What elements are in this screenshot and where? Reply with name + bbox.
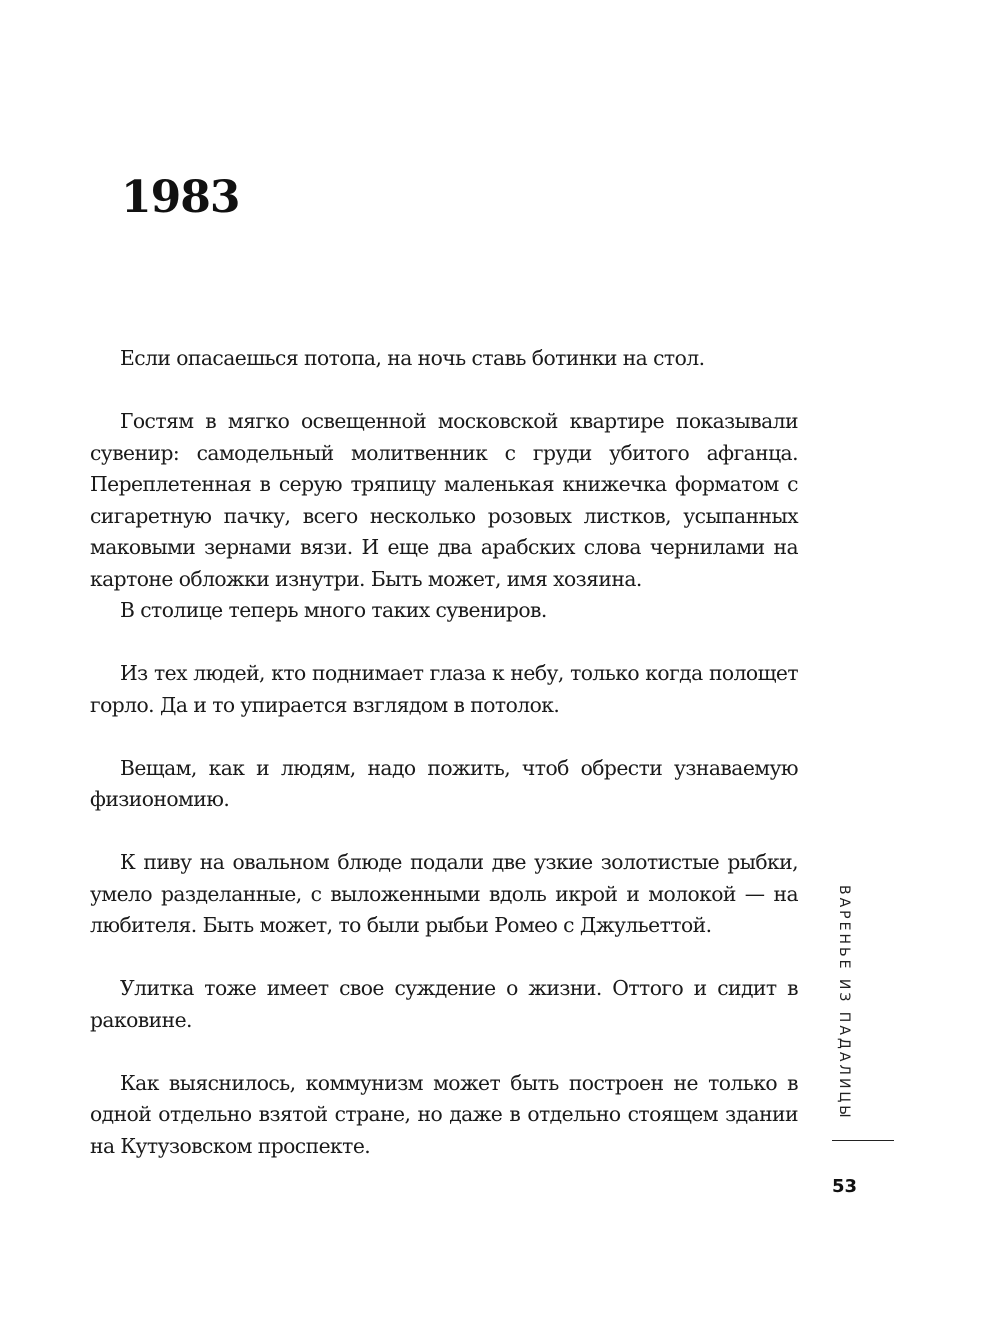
paragraph: К пиву на овальном блюде подали две узкие золотистые рыбки, умело разделанные, с выложенными вдоль икрой и молокой — на любителя. Быть может, то были рыбьи Ромео с Джульеттой.	[90, 850, 798, 937]
paragraph: В столице теперь много таких сувениров.	[120, 598, 547, 622]
running-title: ВАРЕНЬЕ ИЗ ПАДАЛИЦЫ	[836, 885, 852, 1121]
divider	[832, 1140, 894, 1141]
page-number: 53	[832, 1176, 858, 1197]
chapter-title: 1983	[121, 172, 240, 223]
paragraph: Из тех людей, кто поднимает глаза к небу, только когда полощет горло. Да и то упирается взглядом в потолок.	[90, 661, 798, 717]
text-body	[90, 343, 798, 1162]
paragraph: Вещам, как и людям, надо пожить, чтоб обрести узнаваемую физиономию.	[90, 755, 798, 811]
paragraph: Улитка тоже имеет свое суждение о жизни. Оттого и сидит в раковине.	[90, 976, 798, 1032]
paragraph: Гостям в мягко освещенной московской квартире показывали сувенир: самодельный молитвенник с груди убитого афганца. Переплетенная в серую тряпицу маленькая книжечка форматом с сигаретную пачку, всего несколько розовых листков, усыпанных маковыми зернами вязи. И еще два арабских слова чернилами на картоне обложки изнутри. Быть может, имя хозяина.	[90, 409, 798, 591]
paragraph: Как выяснилось, коммунизм может быть построен не только в одной отдельно взятой стране, но даже в отдельно стоящем здании на Кутузовском проспекте.	[90, 1070, 798, 1158]
paragraph: Если опасаешься потопа, на ночь ставь ботинки на стол.	[120, 346, 705, 370]
